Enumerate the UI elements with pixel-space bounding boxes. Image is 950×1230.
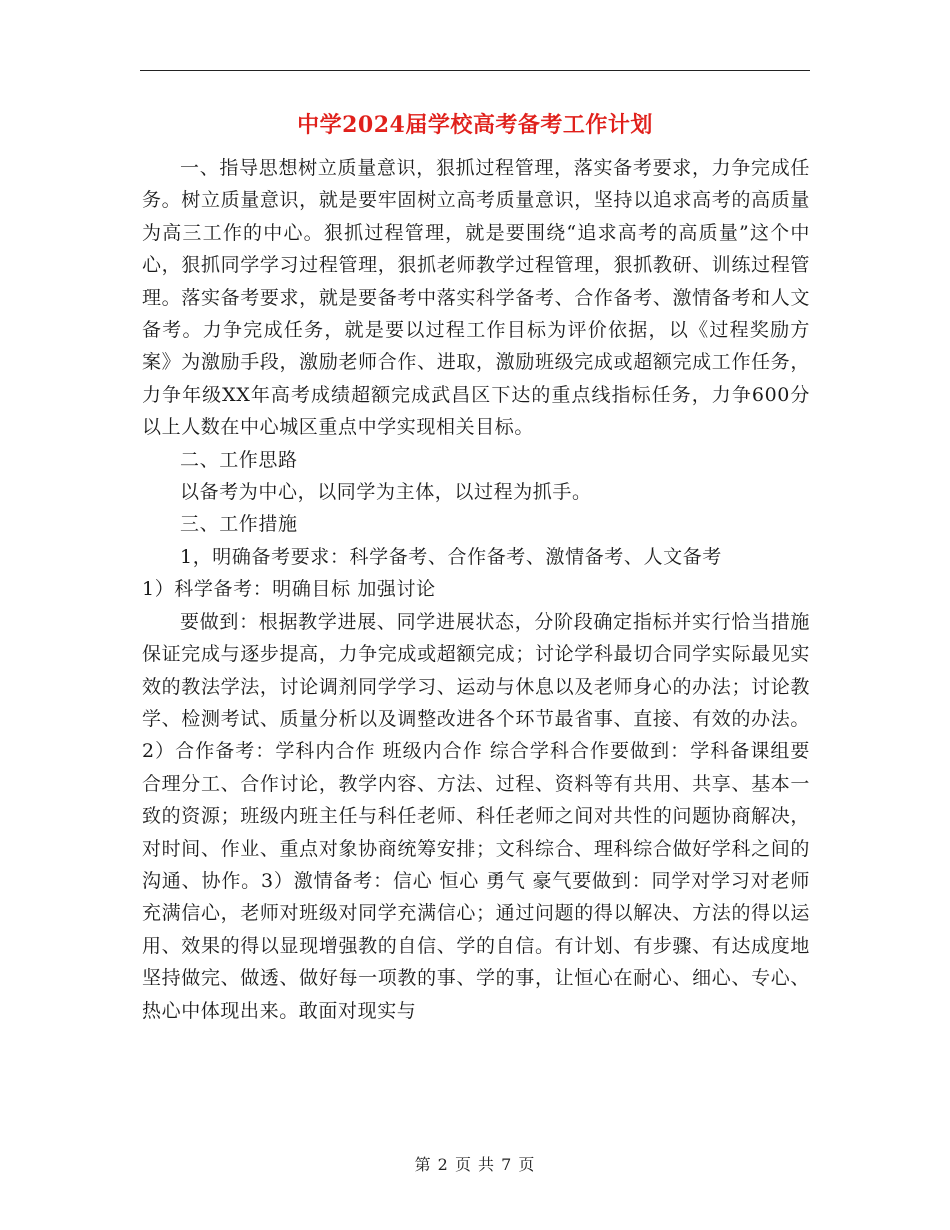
- paragraph-guiding-thought: 一、指导思想树立质量意识，狠抓过程管理，落实备考要求，力争完成任务。树立质量意识，就是要牢固树立高考质量意识，坚持以追求高考的高质量为高三工作的中心。狠抓过程管理，就是要围绕“追求高考的高质量”这个中心，狠抓同学学习过程管理，狠抓老师教学过程管理，狠抓教研、训练过程管理。落实备考要求，就是要备考中落实科学备考、合作备考、激情备考和人文备考。力争完成任务，就是要以过程工作目标为评价依据，以《过程奖励方案》为激励手段，激励老师合作、进取，激励班级完成或超额完成工作任务，力争年级XX年高考成绩超额完成武昌区下达的重点线指标任务，力争600分以上人数在中心城区重点中学实现相关目标。: [142, 157, 810, 439]
- page-number-footer: 第 2 页 共 7 页: [414, 1155, 536, 1174]
- document-title: 中学2024届学校高考备考工作计划: [297, 112, 653, 138]
- paragraph-requirements: 要做到：根据教学进展、同学进展状态，分阶段确定指标并实行恰当措施保证完成与逐步提高，力争完成或超额完成；讨论学科最切合同学实际最见实效的教法学法，讨论调剂同学学习、运动与休息以及老师身心的办法；讨论教学、检测考试、质量分析以及调整改进各个环节最省事、直接、有效的办法。2）合作备考：学科内合作 班级内合作 综合学科合作要做到：学科备课组要合理分工、合作讨论，教学内容、方法、过程、资料等有共用、共享、基本一致的资源；班级内班主任与科任老师、科任老师之间对共性的问题协商解决，对时间、作业、重点对象协商统筹安排；文科综合、理科综合做好学科之间的沟通、协作。3）激情备考：信心 恒心 勇气 豪气要做到：同学对学习对老师充满信心，老师对班级对同学充满信心；通过问题的得以解决、方法的得以运用、效果的得以显现增强教的自信、学的自信。有计划、有步骤、有达成度地坚持做完、做透、做好每一项教的事、学的事，让恒心在耐心、细心、专心、热心中体现出来。敢面对现实与: [142, 610, 810, 1022]
- document-body: [142, 152, 810, 1027]
- heading-work-ideas: 二、工作思路: [180, 448, 298, 471]
- paragraph-measure-1: 1，明确备考要求：科学备考、合作备考、激情备考、人文备考: [180, 545, 722, 568]
- header-rule: [140, 70, 810, 71]
- paragraph-work-ideas: 以备考为中心，以同学为主体，以过程为抓手。: [180, 481, 592, 504]
- paragraph-scientific-prep: 1）科学备考：明确目标 加强讨论: [142, 578, 436, 601]
- heading-work-measures: 三、工作措施: [180, 513, 298, 536]
